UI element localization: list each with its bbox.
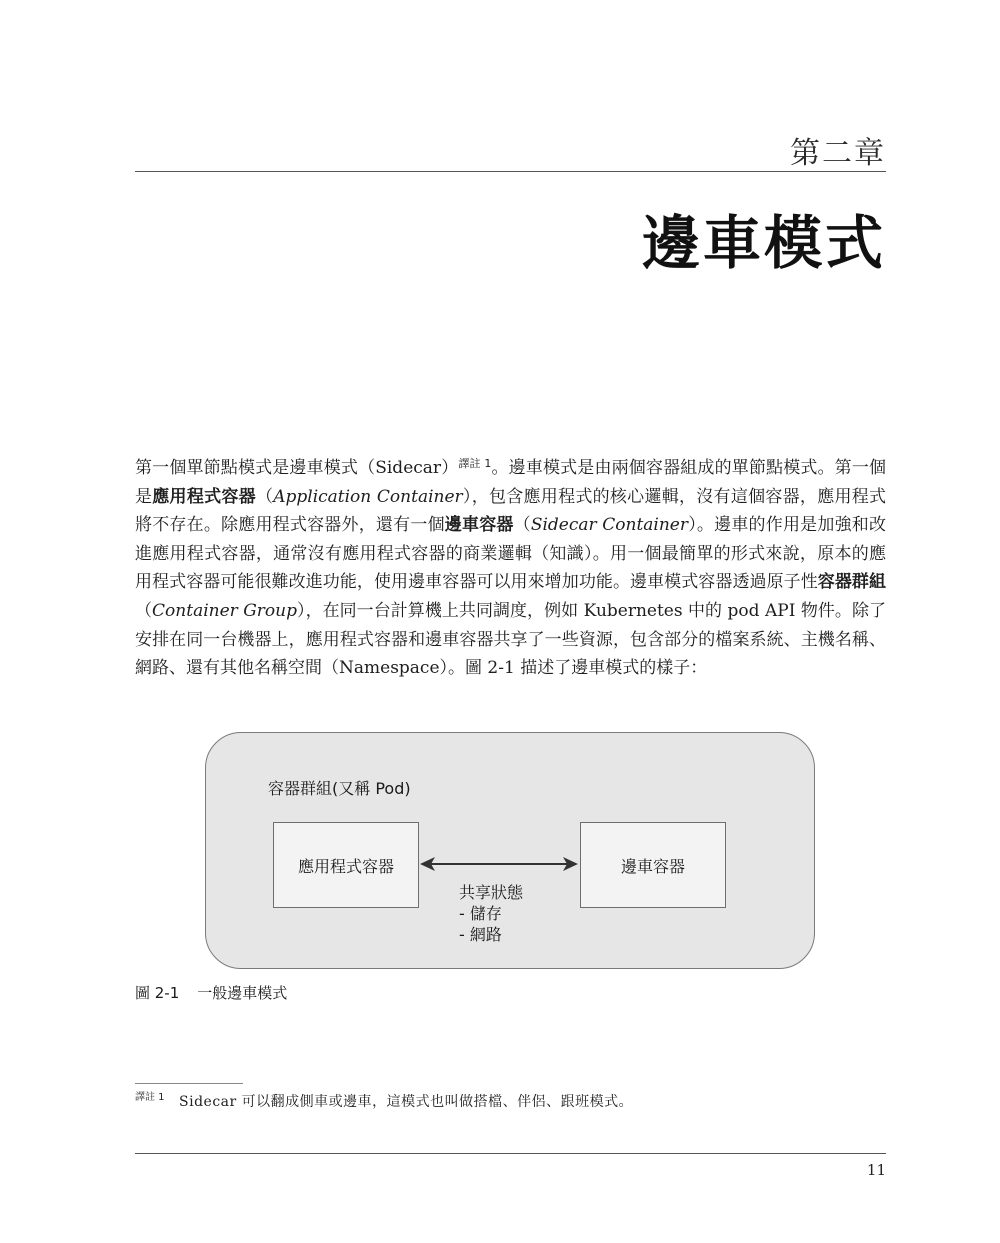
sidecar-diagram <box>205 732 815 970</box>
body-text-4: ），包含應用程式的核心邏輯，沒有這個容器，應用程式將不存在。除應用程式容器外，還有一個 <box>135 486 887 536</box>
body-text-1: 第一個單節點模式是邊車模式（Sidecar） <box>135 458 459 478</box>
shared-state-label <box>459 882 523 945</box>
body-text-3: （ <box>255 486 274 507</box>
body-text-2: 。邊車模式是由兩個容器組成的單節點模式。第一個是 <box>135 458 887 507</box>
shared-state-title: 共享狀態 <box>459 883 524 902</box>
body-text-5: （ <box>513 515 531 536</box>
application-container-label: 應用程式容器 <box>297 856 394 876</box>
term-sidecar-container-en: Sidecar Container <box>530 515 688 536</box>
term-container-group-en: Container Group <box>152 600 297 621</box>
figure-caption <box>135 982 287 1003</box>
chapter-divider <box>135 171 886 172</box>
footnote-divider <box>135 1083 243 1084</box>
body-text-6: ）。邊車的作用是加強和改進應用程式容器，通常沒有應用程式容器的商業邏輯（知識）。用一個最簡單的形式來說，原本的應用程式容器可能很難改進功能，使用邊車容器可以用來增加功能。邊車模式容器透過原子性 <box>135 515 887 593</box>
sidecar-container-box <box>580 822 726 908</box>
shared-state-item-storage: - 儲存 <box>459 904 502 923</box>
term-application-container-en: Application Container <box>273 486 463 507</box>
figure-caption-text: 一般邊車模式 <box>197 984 288 1002</box>
application-container-box <box>273 822 419 908</box>
shared-state-item-network: - 網路 <box>459 925 502 944</box>
bidirectional-arrow-icon <box>418 851 580 877</box>
body-text-8: ），在同一台計算機上共同調度，例如 Kubernetes 中的 pod API 物件。除了安排在同一台機器上，應用程式容器和邊車容器共享了一些資源，包含部分的檔案系統、主機名稱、網路、還有其他名稱空間（Namespace）。圖 2-1 描述了邊車模式的樣子： <box>135 600 886 679</box>
footnote-marker: 譯註 1 <box>135 1092 165 1103</box>
term-container-group: 容器群組 <box>817 572 887 593</box>
term-application-container: 應用程式容器 <box>152 486 256 507</box>
page-number: 11 <box>866 1161 886 1179</box>
sidecar-container-label: 邊車容器 <box>620 856 685 876</box>
body-paragraph <box>135 450 886 683</box>
chapter-label: 第二章 <box>790 136 886 171</box>
translator-note-ref: 譯註 1 <box>458 457 492 470</box>
body-text-7: （ <box>135 600 153 621</box>
chapter-title: 邊車模式 <box>641 209 886 277</box>
figure-caption-number: 圖 2-1 <box>135 984 180 1002</box>
page-footer-divider <box>135 1153 886 1154</box>
pod-label: 容器群組(又稱 Pod) <box>268 779 411 798</box>
term-sidecar-container: 邊車容器 <box>444 515 514 536</box>
footnote-text: Sidecar 可以翻成側車或邊車，這模式也叫做搭檔、伴侶、跟班模式。 <box>179 1094 634 1110</box>
